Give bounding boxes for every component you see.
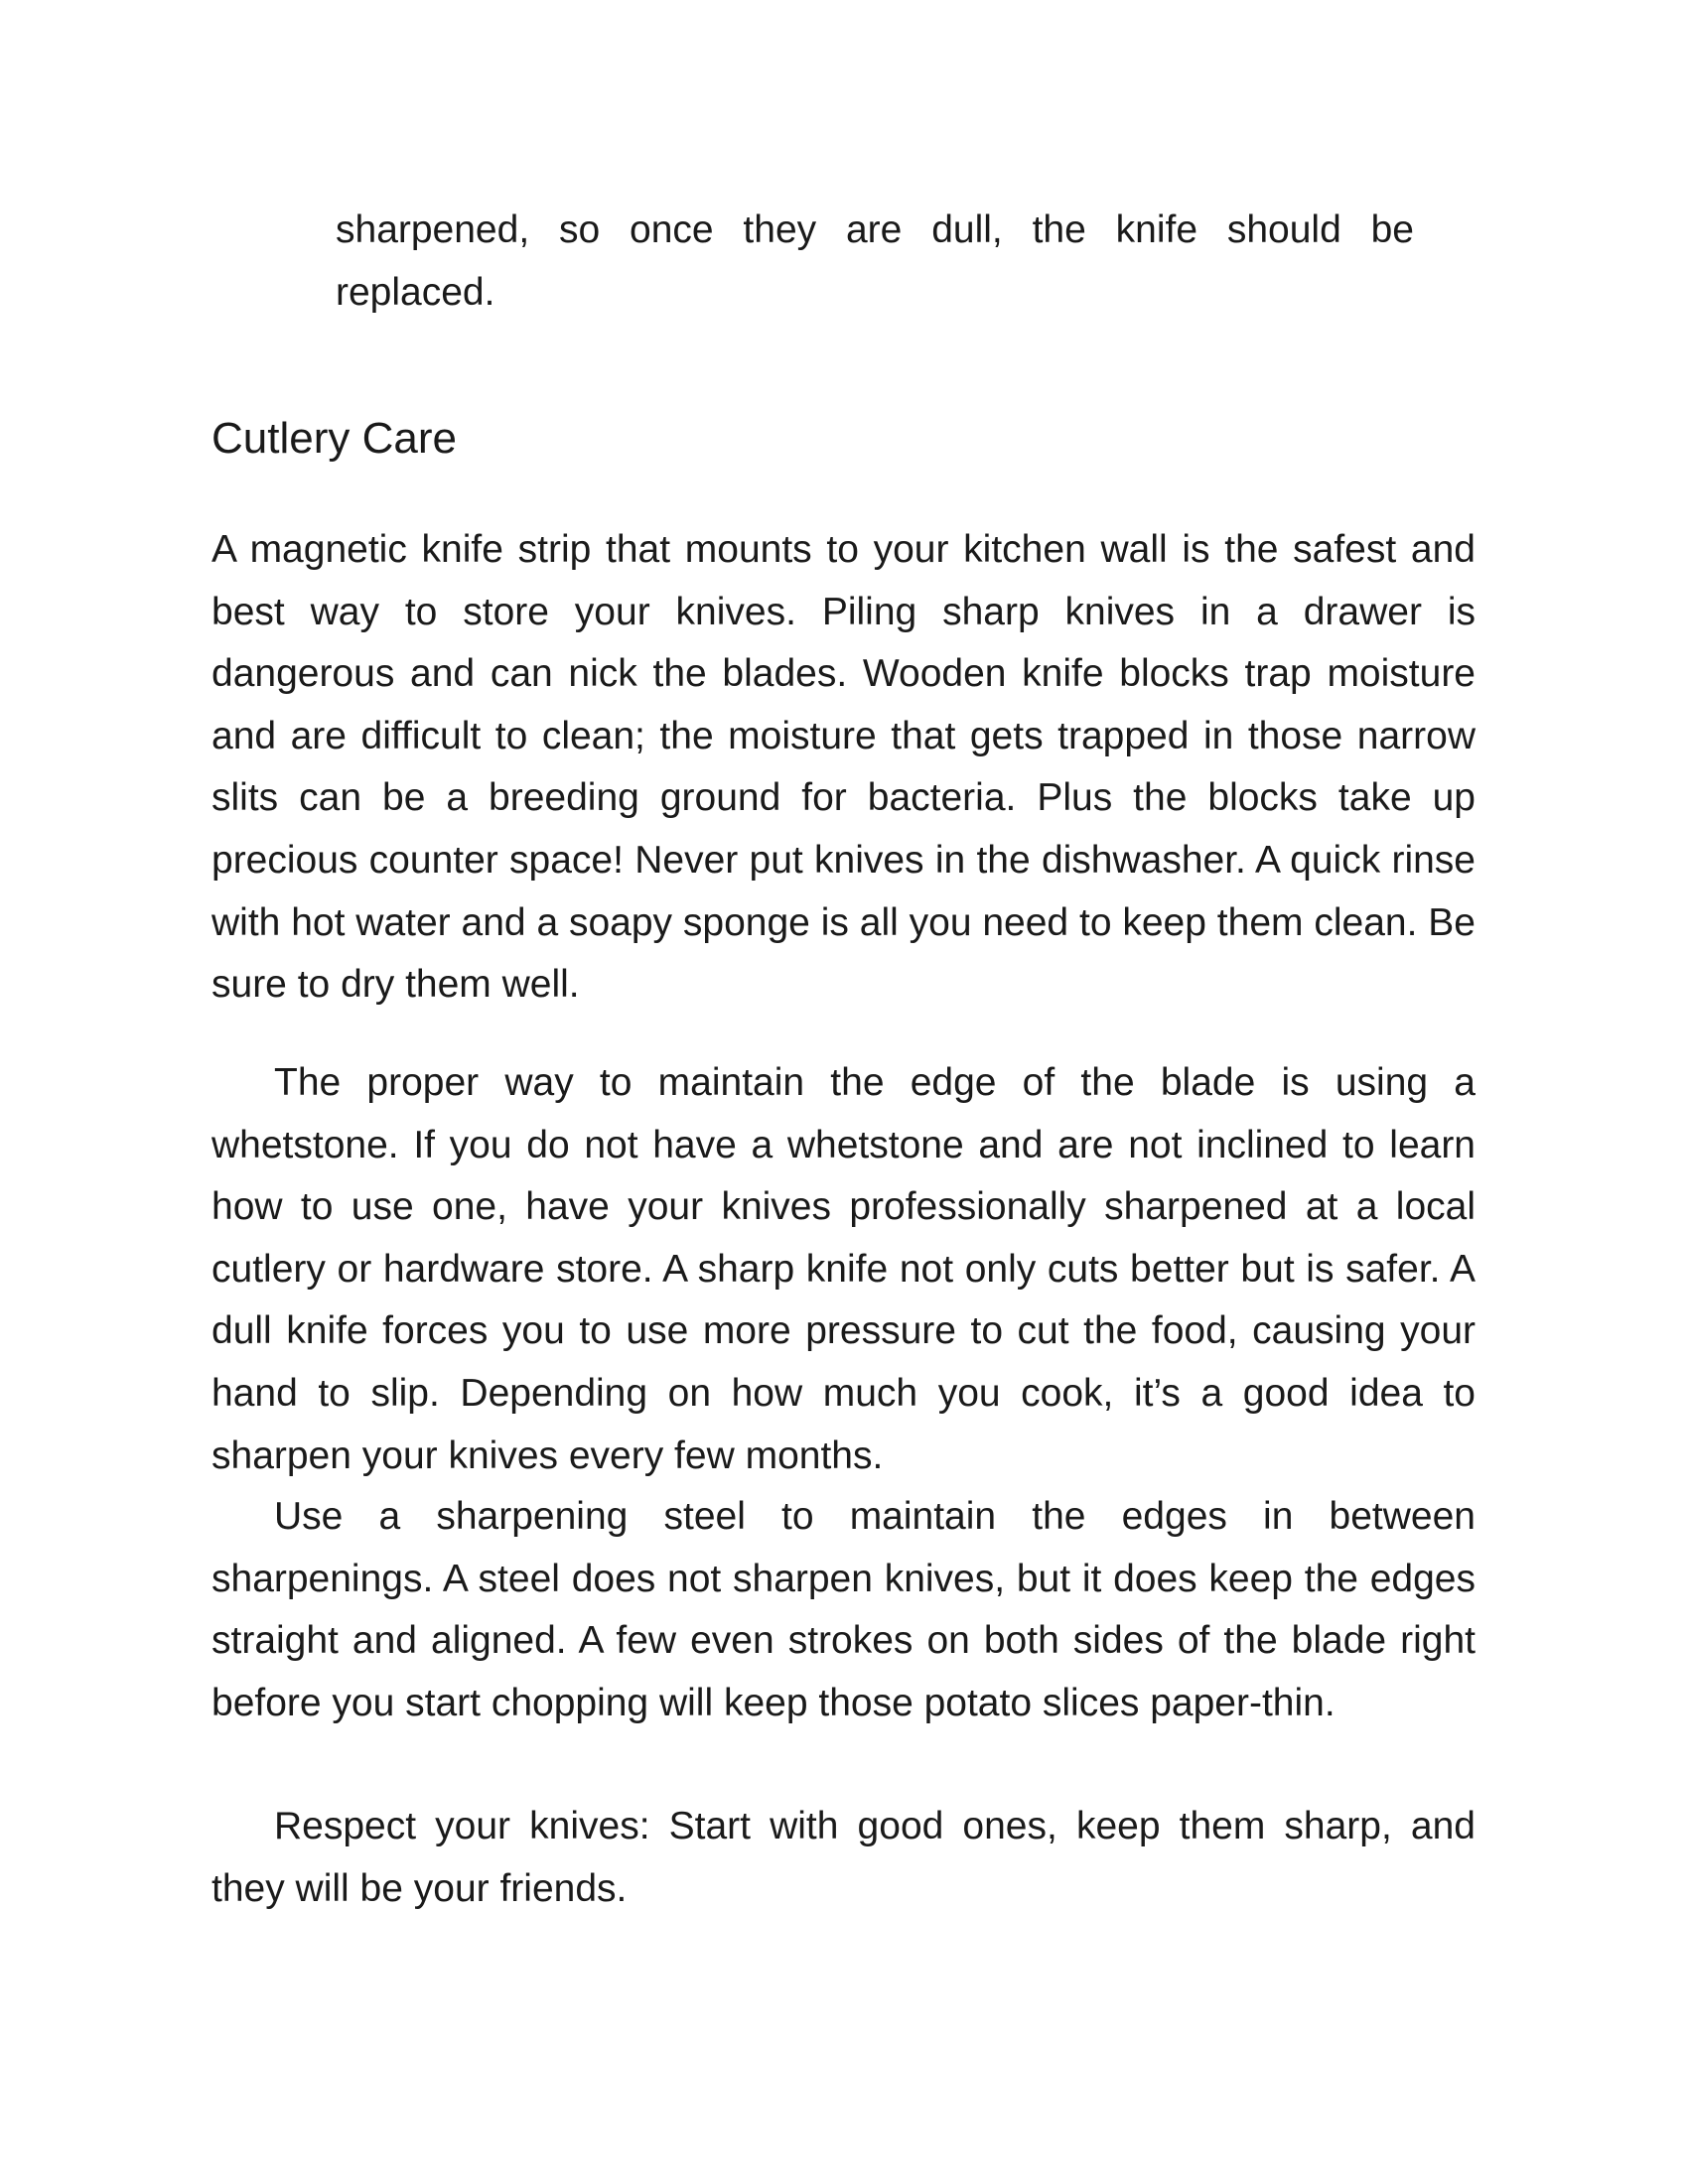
section-heading: Cutlery Care: [211, 414, 457, 463]
paragraph-storage: A magnetic knife strip that mounts to your kitchen wall is the safest and best way to store your knives. Piling sharp knives in a drawer is dangerous and can nick the blades. Wooden knife blocks trap moisture and are difficult to clean; the moisture that gets trapped in those narrow slits can be a breeding ground for bacteria. Plus the blocks take up precious counter space! Never put knives in the dishwasher. A quick rinse with hot water and a soapy sponge is all you need to keep them clean. Be sure to dry them well.: [211, 528, 1476, 1007]
paragraph-sharpening-steel: Use a sharpening steel to maintain the edges in between sharpenings. A steel does not sharpen knives, but it does keep the edges straight and aligned. A few even strokes on both sides of the blade right before you start chopping will keep those potato slices paper-thin.: [211, 1495, 1476, 1724]
continued-list-item-text: sharpened, so once they are dull, the knife should be replaced.: [336, 208, 1414, 314]
paragraph-whetstone: The proper way to maintain the edge of the blade is using a whetstone. If you do not have a whetstone and are not inclined to learn how to use one, have your knives professionally sharpened at a local cutlery or hardware store. A sharp knife not only cuts better but is safer. A dull knife forces you to use more pressure to cut the food, causing your hand to slip. Depending on how much you cook, it’s a good idea to sharpen your knives every few months.: [211, 1061, 1476, 1477]
paragraph-respect-knives: Respect your knives: Start with good ones, keep them sharp, and they will be your friends.: [211, 1805, 1476, 1910]
